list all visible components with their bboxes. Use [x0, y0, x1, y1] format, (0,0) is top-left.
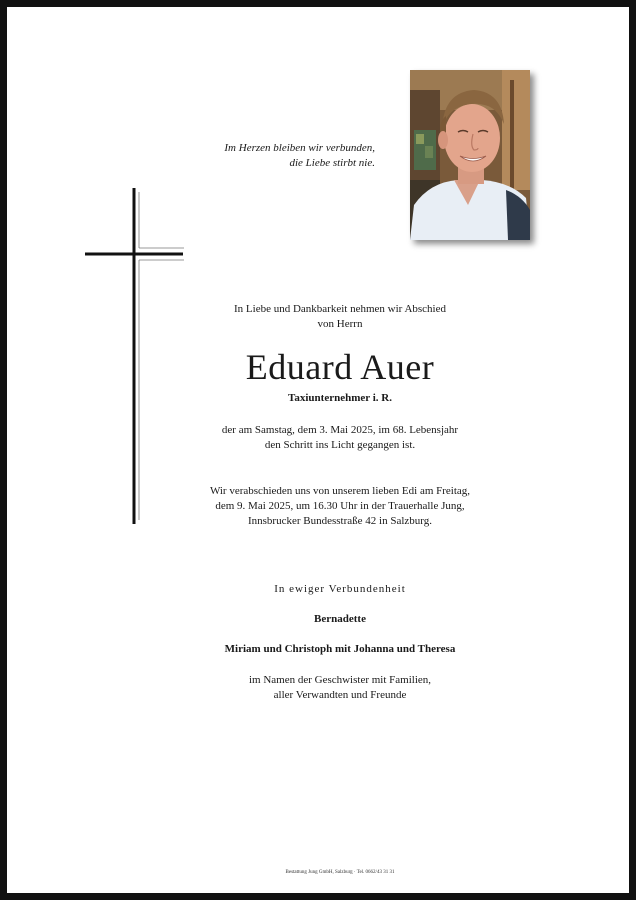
other-mourners [120, 673, 560, 703]
motto-line-1: Im Herzen bleiben wir verbunden, [224, 142, 375, 154]
intro-line-2: von Herrn [317, 318, 363, 330]
farewell-notice [120, 484, 560, 529]
footer-imprint: Bestattung Jung GmbH, Salzburg · Tel. 0662/43 31 31 [285, 870, 395, 875]
portrait-photo [410, 70, 530, 240]
closing-phrase: In ewiger Verbundenheit [274, 583, 406, 595]
motto [160, 141, 375, 171]
farewell-line-3: Innsbrucker Bundesstraße 42 in Salzburg. [247, 515, 432, 527]
others-line-2: aller Verwandten und Freunde [273, 689, 407, 701]
deceased-title: Taxiunternehmer i. R. [288, 392, 392, 404]
motto-line-2: die Liebe stirbt nie. [289, 157, 375, 169]
farewell-line-1: Wir verabschieden uns von unserem lieben Edi am Freitag, [209, 485, 471, 497]
farewell-line-2: dem 9. Mai 2025, um 16.30 Uhr in der Trauerhalle Jung, [215, 500, 465, 512]
others-line-1: im Namen der Geschwister mit Familien, [248, 674, 432, 686]
death-line-1: der am Samstag, dem 3. Mai 2025, im 68. Lebensjahr [221, 424, 459, 436]
death-line-2: den Schritt ins Licht gegangen ist. [264, 439, 416, 451]
children-names: Miriam und Christoph mit Johanna und Theresa [224, 643, 456, 655]
intro-text [120, 302, 560, 332]
intro-line-1: In Liebe und Dankbarkeit nehmen wir Abschied [234, 303, 446, 315]
deceased-name: Eduard Auer [245, 347, 435, 387]
spouse-name: Bernadette [314, 613, 366, 625]
death-notice [120, 423, 560, 453]
